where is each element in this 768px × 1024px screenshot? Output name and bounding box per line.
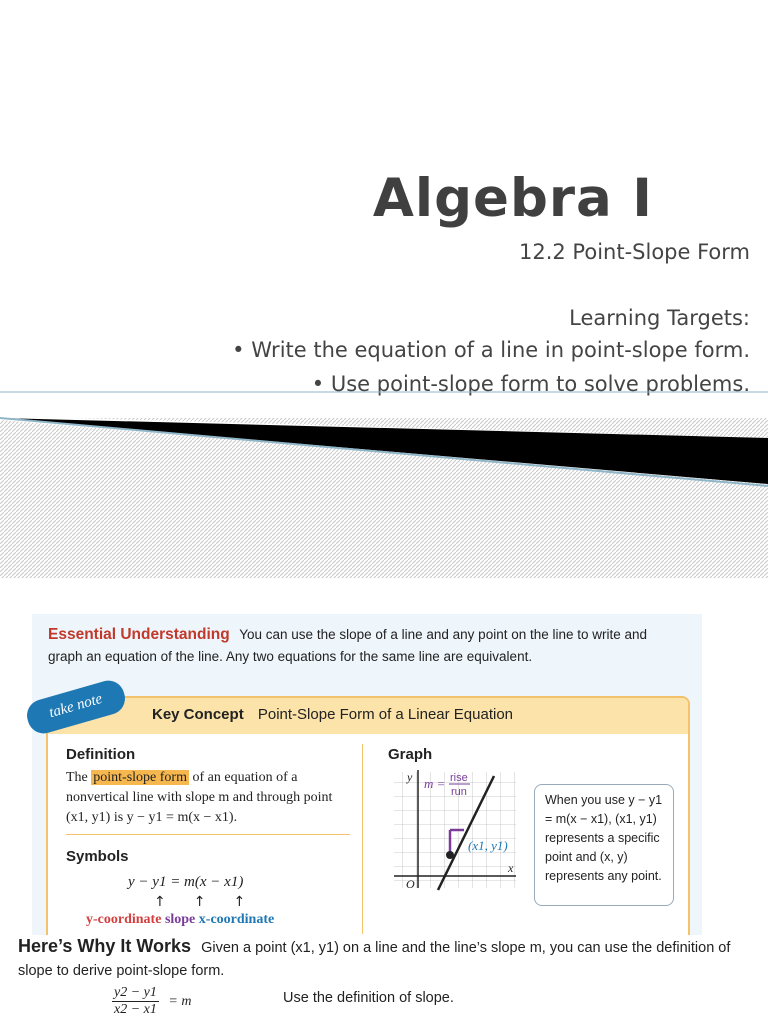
fraction-numerator: y2 − y1 (114, 985, 157, 1000)
key-concept-title (152, 706, 513, 723)
graph-x-label: x (508, 861, 514, 875)
key-concept-box (46, 690, 690, 946)
definition-text (66, 768, 346, 828)
heres-why-it-works (18, 935, 758, 983)
up-arrow-icons: ↑↑↑ (154, 894, 274, 910)
point-marker (446, 851, 454, 859)
graph-y-label: y (407, 770, 413, 784)
column-divider (362, 744, 363, 934)
essential-understanding-text: You can use the slope of a line and any point on the line to write and graph an equation of the line. Any two equations for the same line are equivalent. (48, 627, 648, 664)
fraction-rhs: = m (168, 993, 192, 1009)
essential-understanding-heading: Essential Understanding (48, 626, 230, 643)
key-concept-subtitle: Point-Slope Form of a Linear Equation (257, 706, 514, 723)
key-concept-label: Key Concept (152, 706, 244, 723)
heres-why-it-works-heading: Here’s Why It Works (18, 936, 192, 956)
key-concept-header (48, 698, 688, 734)
symbols-equation: y − y1 = m(x − x1) (128, 874, 244, 890)
point-slope-graph (388, 768, 520, 898)
slope-label: slope (164, 912, 196, 927)
definition-pre: The (66, 770, 92, 785)
slope-fraction (112, 985, 159, 1018)
essential-understanding (48, 624, 678, 668)
graph-heading: Graph (388, 746, 433, 763)
textbook-excerpt (32, 614, 702, 954)
learning-target-2: • Use point-slope form to solve problems. (311, 372, 750, 396)
heres-why-it-works-text: Given a point (x1, y1) on a line and the line’s slope m, you can use the definition of slope to derive point-slope form. (18, 940, 731, 979)
learning-targets-heading: Learning Targets: (569, 306, 750, 330)
slide-title: Algebra I (372, 168, 653, 229)
graph-rise: rise (450, 772, 468, 784)
learning-target-1: • Write the equation of a line in point-slope form. (232, 338, 750, 362)
fraction-denominator: x2 − x1 (114, 1002, 157, 1017)
symbols-heading: Symbols (66, 848, 129, 865)
y-coordinate-label: y-coordinate (86, 912, 162, 927)
graph-callout: When you use y − y1 = m(x − x1), (x1, y1) represents a specific point and (x, y) represents any point. (534, 784, 674, 906)
definition-post: of an equation of a nonvertical line with slope m and through point (x1, y1) is y − y1 = m(x − x1). (66, 770, 333, 825)
graph-origin-label: O (406, 877, 415, 891)
x-coordinate-label: x-coordinate (198, 912, 275, 927)
definition-heading: Definition (66, 746, 136, 763)
graph-run: run (451, 786, 467, 798)
slope-definition-note: Use the definition of slope. (283, 990, 454, 1006)
take-note-tag: take note (23, 677, 128, 737)
decorative-stripe-band (0, 380, 768, 580)
section-divider (66, 834, 350, 835)
graph-point-label: (x1, y1) (468, 838, 508, 853)
definition-term: point-slope form (93, 770, 187, 785)
slope-definition-equation (112, 985, 191, 1018)
slide-subtitle: 12.2 Point-Slope Form (519, 240, 750, 264)
graph-m-label: m = (424, 776, 446, 791)
symbols-labels (86, 912, 274, 928)
